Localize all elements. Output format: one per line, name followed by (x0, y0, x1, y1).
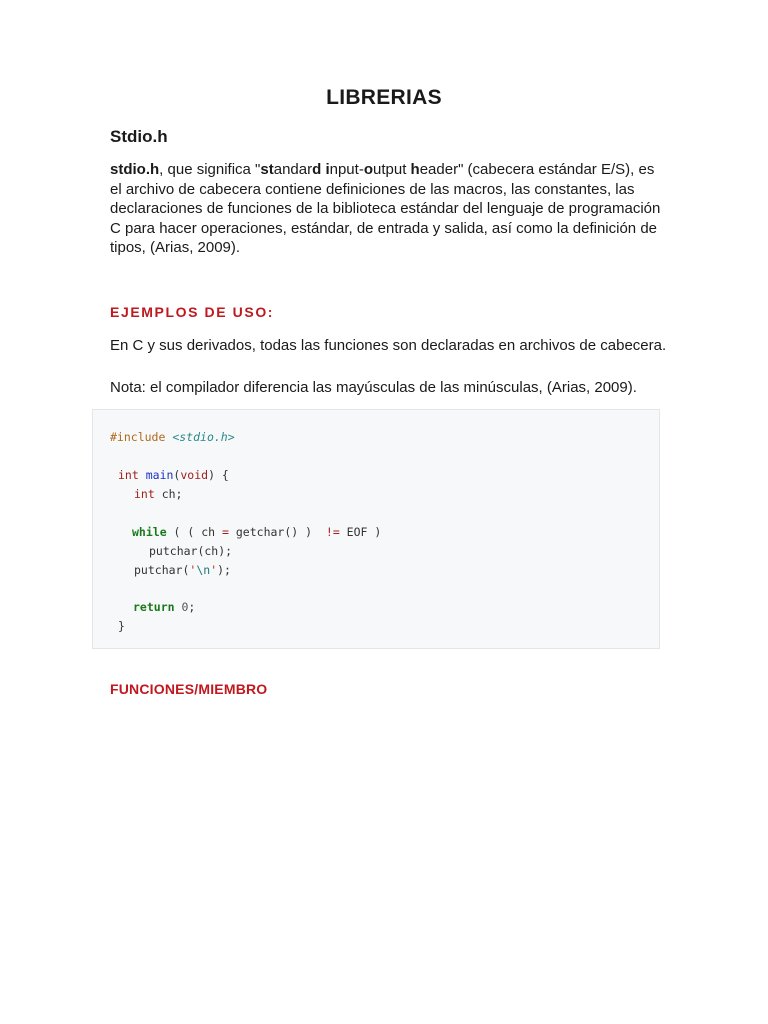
code-line-include: #include <stdio.h> (110, 430, 235, 444)
section-heading-ejemplos: EJEMPLOS DE USO: (110, 304, 275, 320)
code-line-main: int main(void) { (118, 468, 229, 482)
code-line-close-brace: } (118, 619, 125, 633)
code-line-while: while ( ( ch = getchar() ) != EOF ) (132, 525, 382, 539)
intro-term: stdio.h (110, 161, 160, 178)
ejemplos-note: Nota: el compilador diferencia las mayúsculas de las minúsculas, (Arias, 2009). (110, 379, 637, 396)
page-title: LIBRERIAS (326, 86, 442, 109)
code-line-putchar-newline: putchar('\n'); (134, 563, 231, 577)
intro-paragraph: stdio.h, que significa "standard input-output header" (cabecera estándar E/S), es el archivo de cabecera contiene definiciones de las macros, las constantes, las declaraciones de funciones de la biblioteca estándar del lenguaje de programación C para hacer operaciones, estándar, de entrada y salida, así como la definición de tipos, (Arias, 2009). (110, 161, 661, 256)
code-line-putchar-ch: putchar(ch); (149, 544, 233, 558)
code-block (92, 409, 660, 649)
section-heading-funciones: FUNCIONES/MIEMBRO (110, 681, 268, 697)
section-subtitle: Stdio.h (110, 127, 168, 146)
ejemplos-paragraph: En C y sus derivados, todas las funciones son declaradas en archivos de cabecera. (110, 337, 667, 354)
code-line-return: return 0; (133, 600, 196, 614)
code-line-decl: int ch; (134, 487, 183, 501)
